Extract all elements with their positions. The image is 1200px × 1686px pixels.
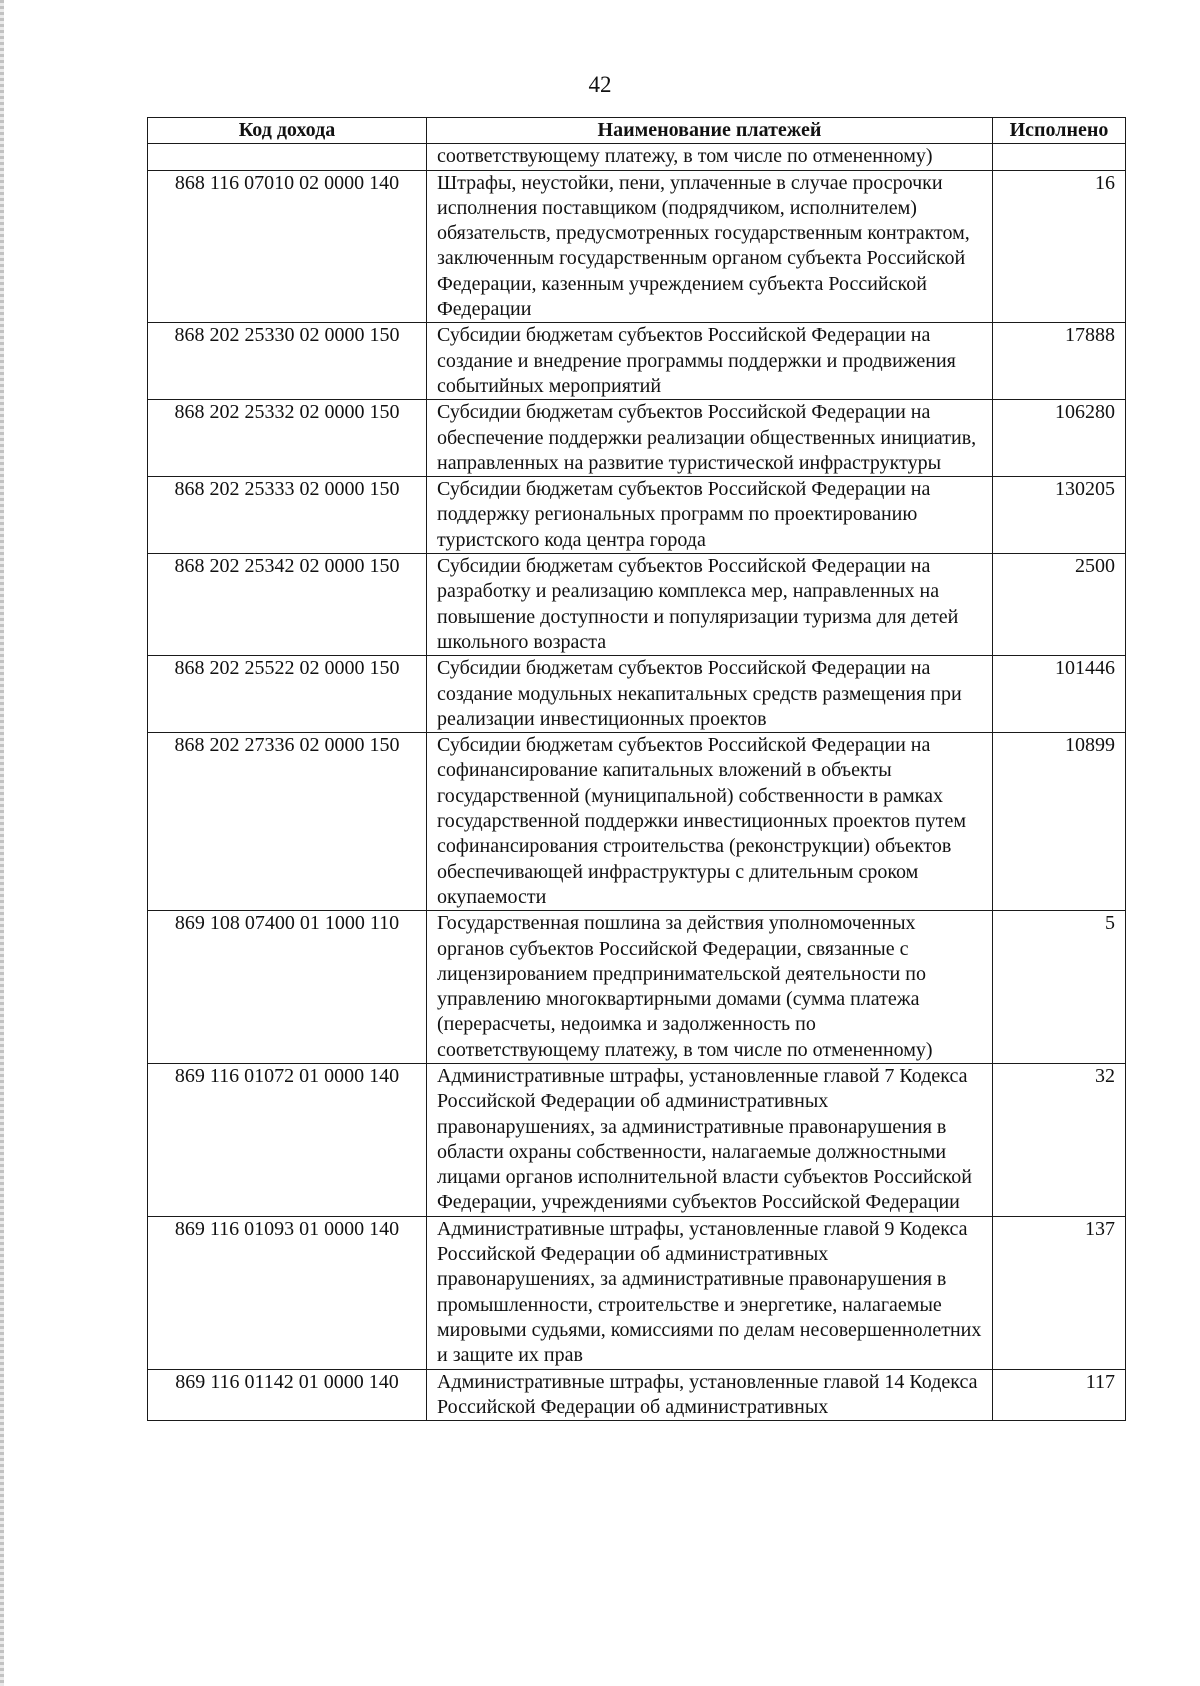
row-code: 868 116 07010 02 0000 140 — [148, 170, 427, 323]
table-row — [148, 323, 1126, 400]
row-value: 106280 — [993, 400, 1126, 477]
row-name: Штрафы, неустойки, пени, уплаченные в случае просрочки исполнения поставщиком (подрядчиком, исполнителем) обязательств, предусмотренных государственным контрактом, заключенным государственным органом субъекта Российской Федерации, казенным учреждением субъекта Российской Федерации — [427, 170, 993, 323]
row-name: Административные штрафы, установленные главой 14 Кодекса Российской Федерации об административных — [427, 1369, 993, 1421]
row-name: Административные штрафы, установленные главой 9 Кодекса Российской Федерации об административных правонарушениях, за административные правонарушения в промышленности, строительстве и энергетике, налагаемые мировыми судьями, комиссиями по делам несовершеннолетних и защите их прав — [427, 1216, 993, 1369]
row-name: соответствующему платежу, в том числе по отмененному) — [427, 144, 993, 170]
table-row — [148, 477, 1126, 554]
table-header-row — [148, 118, 1126, 144]
revenue-table — [147, 117, 1126, 1421]
row-code: 869 108 07400 01 1000 110 — [148, 911, 427, 1064]
table-row — [148, 144, 1126, 170]
row-code: 868 202 25332 02 0000 150 — [148, 400, 427, 477]
row-code: 868 202 25522 02 0000 150 — [148, 656, 427, 733]
row-value: 101446 — [993, 656, 1126, 733]
row-name: Субсидии бюджетам субъектов Российской Федерации на создание модульных некапитальных средств размещения при реализации инвестиционных проектов — [427, 656, 993, 733]
row-code: 868 202 25342 02 0000 150 — [148, 554, 427, 656]
row-name: Административные штрафы, установленные главой 7 Кодекса Российской Федерации об административных правонарушениях, за административные правонарушения в области охраны собственности, налагаемые должностными лицами органов исполнительной власти субъектов Российской Федерации, учреждениями субъектов Российской Федерации — [427, 1063, 993, 1216]
table-row — [148, 656, 1126, 733]
row-code: 868 202 27336 02 0000 150 — [148, 733, 427, 911]
row-code — [148, 144, 427, 170]
table-row — [148, 554, 1126, 656]
row-code: 868 202 25333 02 0000 150 — [148, 477, 427, 554]
row-value: 130205 — [993, 477, 1126, 554]
row-code: 869 116 01142 01 0000 140 — [148, 1369, 427, 1421]
row-value: 32 — [993, 1063, 1126, 1216]
row-name: Субсидии бюджетам субъектов Российской Федерации на поддержку региональных программ по проектированию туристского кода центра города — [427, 477, 993, 554]
table-row — [148, 1369, 1126, 1421]
page-number: 42 — [588, 72, 612, 97]
row-code: 869 116 01072 01 0000 140 — [148, 1063, 427, 1216]
row-value: 5 — [993, 911, 1126, 1064]
row-value — [993, 144, 1126, 170]
table-row — [148, 400, 1126, 477]
table-row — [148, 911, 1126, 1064]
header-name: Наименование платежей — [427, 118, 993, 144]
table-row — [148, 1216, 1126, 1369]
scan-edge — [0, 0, 4, 1686]
row-value: 137 — [993, 1216, 1126, 1369]
table-row — [148, 170, 1126, 323]
row-code: 869 116 01093 01 0000 140 — [148, 1216, 427, 1369]
row-value: 2500 — [993, 554, 1126, 656]
row-name: Субсидии бюджетам субъектов Российской Федерации на создание и внедрение программы поддержки и продвижения событийных мероприятий — [427, 323, 993, 400]
row-code: 868 202 25330 02 0000 150 — [148, 323, 427, 400]
row-name: Субсидии бюджетам субъектов Российской Федерации на софинансирование капитальных вложений в объекты государственной (муниципальной) собственности в рамках государственной поддержки инвестиционных проектов путем софинансирования строительства (реконструкции) объектов обеспечивающей инфраструктуры с длительным сроком окупаемости — [427, 733, 993, 911]
row-value: 16 — [993, 170, 1126, 323]
row-value: 117 — [993, 1369, 1126, 1421]
row-value: 10899 — [993, 733, 1126, 911]
row-name: Субсидии бюджетам субъектов Российской Федерации на обеспечение поддержки реализации общественных инициатив, направленных на развитие туристической инфраструктуры — [427, 400, 993, 477]
header-code: Код дохода — [148, 118, 427, 144]
header-executed: Исполнено — [993, 118, 1126, 144]
table-row — [148, 733, 1126, 911]
row-name: Государственная пошлина за действия уполномоченных органов субъектов Российской Федерации, связанные с лицензированием предпринимательской деятельности по управлению многоквартирными домами (сумма платежа (перерасчеты, недоимка и задолженность по соответствующему платежу, в том числе по отмененному) — [427, 911, 993, 1064]
row-name: Субсидии бюджетам субъектов Российской Федерации на разработку и реализацию комплекса мер, направленных на повышение доступности и популяризации туризма для детей школьного возраста — [427, 554, 993, 656]
table-row — [148, 1063, 1126, 1216]
row-value: 17888 — [993, 323, 1126, 400]
